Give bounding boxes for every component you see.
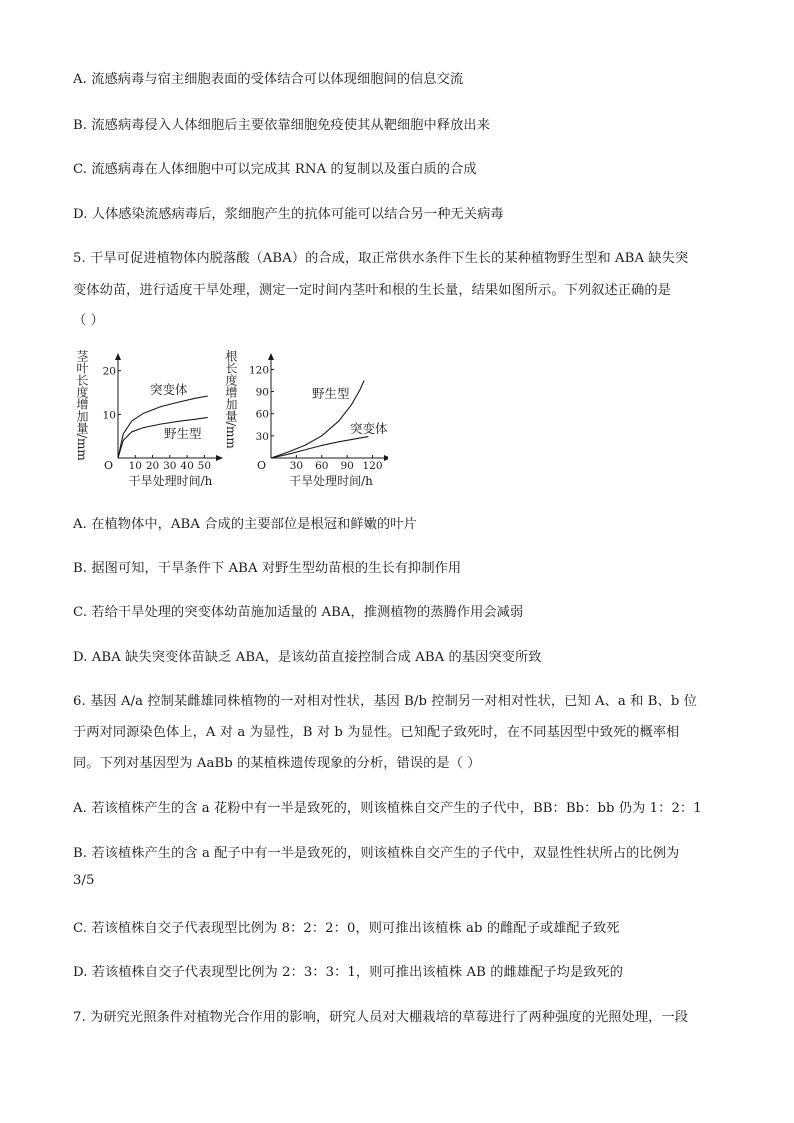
chart2-origin-label: O: [256, 459, 266, 472]
chart1-x-tick-label-3: 40: [180, 460, 194, 472]
q4-option-a: A. 流感病毒与宿主细胞表面的受体结合可以体现细胞间的信息交流: [73, 72, 464, 87]
chart2-x-tick-label-1: 60: [315, 460, 329, 472]
q5-stem-line-3: （ ）: [73, 313, 104, 328]
q4-option-b: B. 流感病毒侵入人体细胞后主要依靠细胞免疫使其从靶细胞中释放出来: [73, 118, 490, 133]
chart2-xlabel: 干旱处理时间/h: [289, 474, 373, 488]
q6-option-b: B. 若该植株产生的含 a 配子中有一半是致死的，则该植株自交产生的子代中，双显性性状所占的比例为: [73, 846, 680, 861]
q6-stem-line-1: 6. 基因 A/a 控制某雌雄同株植物的一对相对性状，基因 B/b 控制另一对相对性状，已知 A、a 和 B、b 位: [73, 694, 697, 709]
chart1-series-2-label: 野生型: [164, 426, 202, 441]
q5-option-d: D. ABA 缺失突变体苗缺乏 ABA，是该幼苗直接控制合成 ABA 的基因突变所致: [73, 650, 542, 665]
q6-option-d: D. 若该植株自交子代表现型比例为 2：3：3：1，则可推出该植株 AB 的雌雄配子均是致死的: [73, 965, 624, 980]
q6-option-b-cont: 3/5: [73, 873, 95, 888]
chart2-y-tick-label-2: 90: [255, 386, 269, 399]
chart1-x-tick-label-0: 10: [128, 460, 142, 472]
chart1-y-tick-label-1: 20: [102, 365, 116, 378]
chart1-ylabel: 茎叶长度增加量/mm: [75, 350, 89, 461]
chart2-y-arrow: [268, 353, 274, 360]
q5-option-c: C. 若给干旱处理的突变体幼苗施加适量的 ABA，推测植物的蒸腾作用会减弱: [73, 605, 524, 620]
q6-option-c: C. 若该植株自交子代表现型比例为 8：2：2：0，则可推出该植株 ab 的雌配子或雄配子致死: [73, 921, 620, 936]
q5-charts: [68, 348, 388, 493]
q6-stem-line-2: 于两对同源染色体上，A 对 a 为显性，B 对 b 为显性。已知配子致死时，在不同基因型中致死的概率相: [73, 725, 680, 740]
chart2-x-arrow: [384, 455, 388, 461]
chart1-origin-label: O: [103, 459, 113, 472]
chart2-y-tick-label-1: 60: [255, 408, 269, 421]
chart1-y-tick-label-0: 10: [102, 409, 116, 422]
q5-figure: [68, 348, 388, 497]
chart1-x-arrow: [216, 455, 223, 461]
chart2-ylabel: 根长度增加量/mm: [224, 350, 238, 449]
q7-stem-line-1: 7. 为研究光照条件对植物光合作用的影响，研究人员对大棚栽培的草莓进行了两种强度的光照处理，一段: [73, 1010, 689, 1025]
q4-option-d: D. 人体感染流感病毒后，浆细胞产生的抗体可能可以结合另一种无关病毒: [73, 207, 504, 222]
chart1-x-tick-label-4: 50: [197, 460, 212, 472]
q5-option-b: B. 据图可知，干旱条件下 ABA 对野生型幼苗根的生长有抑制作用: [73, 561, 462, 576]
chart2-series-1-label: 野生型: [312, 386, 350, 401]
chart2-x-tick-label-2: 90: [340, 460, 354, 472]
chart2-series-2-label: 突变体: [350, 421, 388, 436]
chart1-x-tick-label-2: 30: [163, 460, 177, 472]
chart2-y-tick-label-3: 120: [248, 364, 269, 377]
q5-stem-line-2: 变体幼苗，进行适度干旱处理，测定一定时间内茎叶和根的生长量，结果如图所示。下列叙述正确的是: [73, 283, 671, 298]
chart2-x-tick-label-3: 120: [362, 460, 383, 472]
q6-option-a: A. 若该植株产生的含 a 花粉中有一半是致死的，则该植株自交产生的子代中，BB：Bb：bb 仍为 1：2：1: [73, 801, 702, 816]
chart1-y-arrow: [115, 353, 121, 360]
chart1-series-1-label: 突变体: [150, 382, 188, 397]
chart2-x-tick-label-0: 30: [289, 460, 304, 472]
q4-option-c: C. 流感病毒在人体细胞中可以完成其 RNA 的复制以及蛋白质的合成: [73, 162, 477, 177]
q5-option-a: A. 在植物体中，ABA 合成的主要部位是根冠和鲜嫩的叶片: [73, 517, 417, 532]
chart2-series-2-line: [271, 437, 368, 458]
q5-stem-line-1: 5. 干旱可促进植物体内脱落酸（ABA）的合成，取正常供水条件下生长的某种植物野生型和 ABA 缺失突: [73, 251, 689, 266]
chart1-xlabel: 干旱处理时间/h: [128, 474, 213, 488]
chart1-x-tick-label-1: 20: [145, 460, 160, 472]
q6-stem-line-3: 同。下列对基因型为 AaBb 的某植株遗传现象的分析，错误的是（ ）: [73, 756, 481, 771]
chart2-y-tick-label-0: 30: [255, 430, 269, 443]
